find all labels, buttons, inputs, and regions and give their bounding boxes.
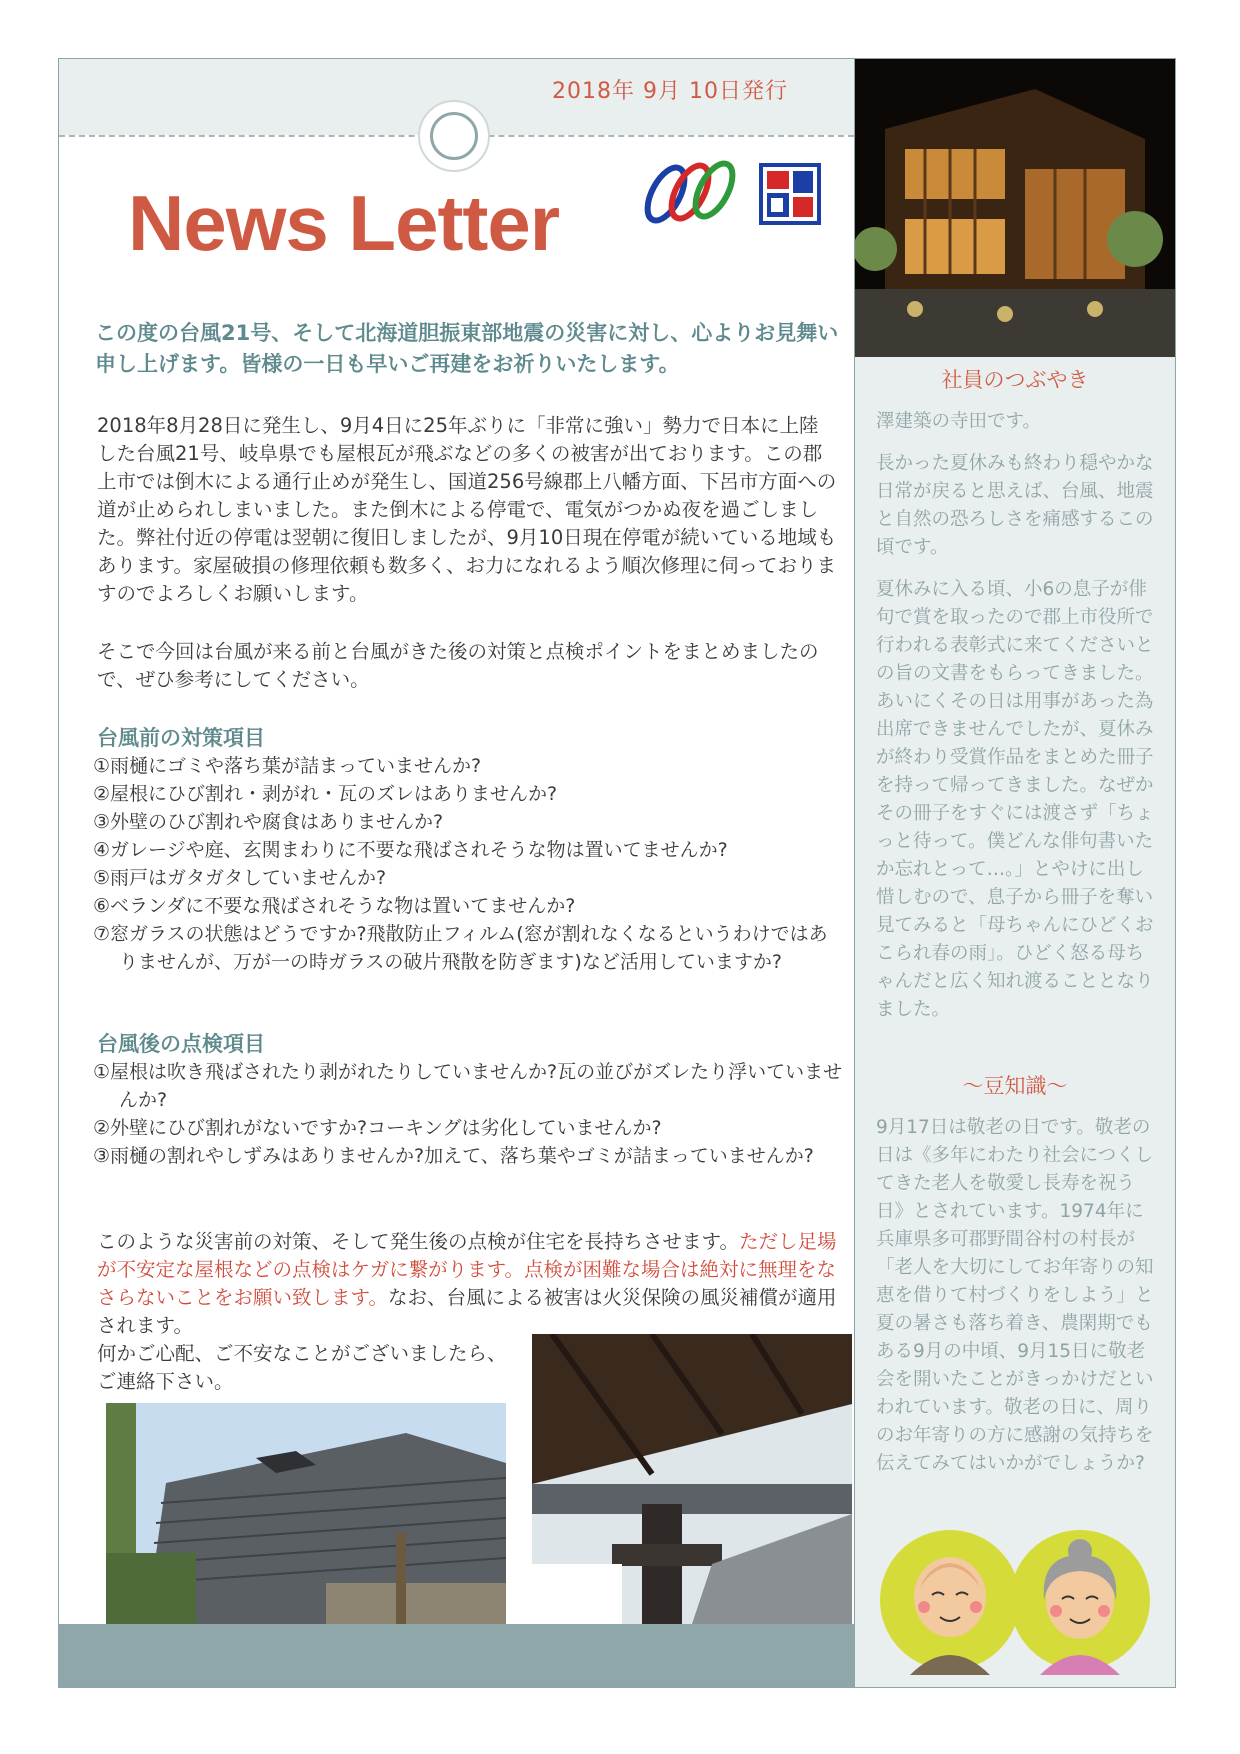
before-typhoon-heading: 台風前の対策項目 xyxy=(97,726,265,750)
list-item: ①屋根は吹き飛ばされたり剥がれたりしていませんか?瓦の並びがズレたり浮いていませんか? xyxy=(93,1061,843,1111)
typhoon-report: 2018年8月28日に発生し、9月4日に25年ぶりに「非常に強い」勢力で日本に上陸した台風21号、岐阜県でも屋根瓦が飛ぶなどの多くの被害が出ております。この郡上市では倒木による通行止めが発生し、国道256号線郡上八幡方面、下呂市方面への道が止められしまいました。また倒木による停電で、電気がつかぬ夜を過ごしました。弊社付近の停電は翌朝に復旧しましたが、9月10日現在停電が続いている地域もあります。家屋破損の修理依頼も数多く、お力になれるよう順次修理に伺っておりますのでよろしくお願いします。 xyxy=(97,414,837,605)
list-item: ①雨樋にゴミや落ち葉が詰まっていませんか? xyxy=(93,755,482,777)
company-logo-square xyxy=(758,162,822,226)
staff-story: 夏休みに入る頃、小6の息子が俳句で賞を取ったので郡上市役所で行われる表彰式に来てくださいとの旨の文書をもらってきました。あいにくその日は用事があった為出席できませんでしたが、夏休みが終わり受賞作品をまとめた冊子を持って帰ってきました。なぜかその冊子をすぐには渡さず「ちょっと待って。僕どんな俳句書いたか忘れとって…。」とやけに出し惜しむので、息子から冊子を奪い見てみると「母ちゃんにひどくおこられ春の雨」。ひどく怒る母ちゃんだと広く知れ渡ることとなりました。 xyxy=(876,579,1154,1020)
intro-checklist: そこで今回は台風が来る前と台風がきた後の対策と点検ポイントをまとめましたので、ぜひ参考にしてください。 xyxy=(97,640,819,691)
trivia-text: 9月17日は敬老の日です。敬老の日は《多年にわたり社会につくしてきた老人を敬愛し長寿を祝う日》とされています。1974年に兵庫県多可郡野間谷村の村長が「老人を大切にしてお年寄りの知恵を借りて村づくりをしよう」と夏の暑さも落ち着き、農閑期でもある9月の中頃、9月15日に敬老会を開いたことがきっかけだといわれています。敬老の日に、周りのお年寄りの方に感謝の気持ちを伝えてみてはいかがでしょうか? xyxy=(876,1117,1154,1474)
ring-icon xyxy=(418,100,490,172)
issue-date: 2018年 9月 10日発行 xyxy=(552,79,788,104)
list-item: ③外壁のひび割れや腐食はありませんか? xyxy=(93,811,444,833)
before-typhoon-list xyxy=(93,752,843,976)
list-item: ③雨樋の割れやしずみはありませんか?加えて、落ち葉やゴミが詰まっていませんか? xyxy=(93,1145,814,1167)
column-divider xyxy=(854,58,855,1688)
trivia-heading: ～豆知識～ xyxy=(962,1074,1068,1098)
gutter-photo xyxy=(532,1334,852,1624)
after-typhoon-heading: 台風後の点検項目 xyxy=(97,1032,265,1056)
roof-damage-photo xyxy=(106,1403,506,1625)
list-item: ②外壁にひび割れがないですか?コーキングは劣化していませんか? xyxy=(93,1117,662,1139)
closing-paragraph: このような災害前の対策、そして発生後の点検が住宅を長持ちさせます。ただし足場が不安定な屋根などの点検はケガに繋がります。点検が困難な場合は絶対に無理をなさらないことをお願い致します。なお、台風による被害は火災保険の風災補償が適用されます。 xyxy=(97,1230,837,1337)
staff-intro: 澤建築の寺田です。 xyxy=(876,411,1042,432)
condolence-message: この度の台風21号、そして北海道胆振東部地震の災害に対し、心よりお見舞い申し上げます。皆様の一日も早いご再建をお祈りいたします。 xyxy=(95,321,839,376)
newsletter-title: News Letter xyxy=(128,179,560,267)
contact-note: 何かご心配、ご不安なことがございましたら、ご連絡下さい。 xyxy=(97,1342,507,1393)
list-item: ⑤雨戸はガタガタしていませんか? xyxy=(93,867,387,889)
list-item: ④ガレージや庭、玄関まわりに不要な飛ばされそうな物は置いてませんか? xyxy=(93,839,728,861)
staff-column-heading: 社員のつぶやき xyxy=(941,368,1089,392)
list-item: ②屋根にひび割れ・剥がれ・瓦のズレはありませんか? xyxy=(93,783,558,805)
footer-band xyxy=(59,1624,854,1687)
staff-paragraph: 長かった夏休みも終わり穏やかな日常が戻ると思えば、台風、地震と自然の恐ろしさを痛感するこの頃です。 xyxy=(876,453,1154,558)
company-logo-rings xyxy=(640,160,740,226)
safety-warning: ただし足場が不安定な屋根などの点検はケガに繋がります。点検が困難な場合は絶対に無理をなさらないことをお願い致します。 xyxy=(97,1230,837,1309)
list-item: ⑦窓ガラスの状態はどうですか?飛散防止フィルム(窓が割れなくなるというわけではありませんが、万が一の時ガラスの破片飛散を防ぎます)など活用していますか? xyxy=(93,923,828,973)
list-item: ⑥ベランダに不要な飛ばされそうな物は置いてませんか? xyxy=(93,895,576,917)
elderly-couple-illustration xyxy=(880,1525,1152,1675)
after-typhoon-list xyxy=(93,1058,843,1170)
house-night-photo xyxy=(855,59,1175,357)
